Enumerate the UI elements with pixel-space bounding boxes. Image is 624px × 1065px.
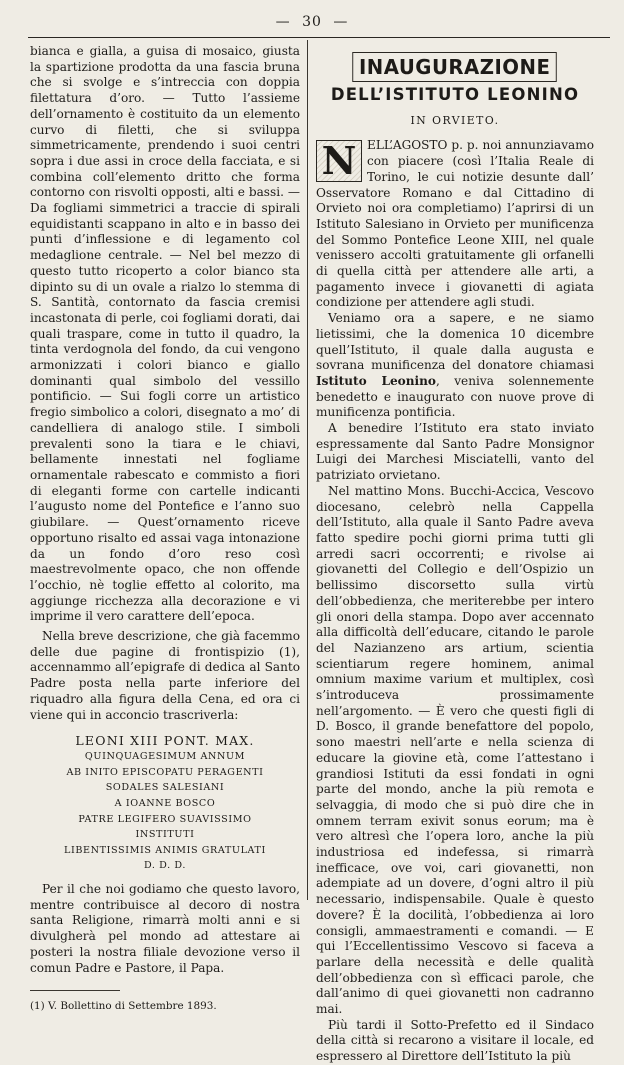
column-divider — [307, 40, 308, 900]
paragraph: A benedire l’Istituto era stato inviato espressamente dal Santo Padre Monsignor Luigi dei Marchesi Misciatelli, vanto del patriziato orvietano. — [316, 421, 594, 483]
epigraph-line: INSTITUTI — [135, 829, 195, 841]
epigraph-line: D. D. D. — [143, 860, 187, 872]
institute-name: Istituto Leonino — [316, 373, 436, 388]
footnote-rule — [30, 990, 120, 991]
paragraph-text: ELL’AGOSTO p. p. noi annunziavamo con piacere (così l’Italia Reale di Torino, le cui notizie desunte dall’ Osservatore Romano e dal Cittadino di Orvieto noi ora completiamo) l’aprirsi di un Istituto Salesiano in Orvieto per munificenza del Sommo Pontefice Leone XIII, nel quale venissero accolti gratuitamente gli orfanelli di quella città per attendere alle arti, a pagamento invece i giovanetti di agiata condizione per attendere agli studi. — [316, 138, 594, 310]
header-rule — [28, 37, 610, 38]
paragraph — [316, 138, 594, 311]
paragraph: Più tardi il Sotto-Prefetto ed il Sindaco della città si recarono a visitare il locale, ed espressero al Direttore dell’Istituto la più — [316, 1017, 594, 1064]
article-title: INAUGURAZIONE — [353, 52, 558, 82]
page-number: — 30 — — [275, 14, 349, 30]
paragraph: Nel mattino Mons. Bucchi-Accica, Vescovo diocesano, celebrò nella Cappella dell’Istituto, alla quale il Santo Padre aveva fatto spedire pochi giorni prima tutti gli arredi sacri occorrenti; e rivolse ai giovanetti del Collegio e dell’Ospizio un bellissimo discorsetto sulla virtù dell’obbedienza, che meriterebbe per intero gli onori della stampa. Dopo aver accennato alla difficoltà dell’educare, citando le parole del Nazianzeno ars artium, scientia scientiarum regere hominem, animal omnium maxime varium et multiplex, così s’introduceva prossimamente nell’argomento. — È vero che questi figli di D. Bosco, il grande benefattore del popolo, sono maestri nell’arte e nella scienza di educare la giovine età, come l’attestano i grandiosi Istituti da essi fondati in ogni parte del mondo, anche la più remota e selvaggia, di modo che si può dire che in omnem terram exivit sonus eorum; ma è vero altresì che l’opera loro, anche la più industriosa ed indefessa, si rimarrà inefficace, ove voi, cari giovanetti, non adempiate ad un dovere, d’ogni altro il più necessario, indispensabile. Quale è questo dovere? È la docilità, l’obbedienza ai loro consigli, ammaestramenti e comandi. — E qui l’Eccellentissimo Vescovo si faceva a parlare della necessità e delle qualità dell’obbedienza con sì efficaci parole, che dall’animo di quei giovanetti non cadranno mai. — [316, 483, 594, 1017]
paragraph: Nella breve descrizione, che già facemmo delle due pagine di frontispizio (1), accennammo all’epigrafe di dedica al Santo Padre posta nella parte inferiore del riquadro alla figura della Cena, ed ora ci viene qui in acconcio trascriverla: — [30, 629, 300, 722]
article-heading — [316, 44, 594, 128]
paragraph-text: , veniva solennemente benedetto e inaugurato con nuove prove di munificenza pontificia. — [316, 373, 594, 420]
article-subtitle: DELL’ISTITUTO LEONINO — [330, 85, 580, 104]
paragraph — [316, 311, 594, 421]
epigraph-line: LIBENTISSIMIS ANIMIS GRATULATI — [64, 844, 266, 856]
footnote: (1) V. Bollettino di Settembre 1893. — [30, 1000, 217, 1013]
left-column — [30, 44, 300, 1013]
epigraph-line: LEONI XIII PONT. MAX. — [75, 733, 255, 749]
epigraph-line: A IOANNE BOSCO — [114, 798, 216, 810]
paragraph: bianca e gialla, a guisa di mosaico, giusta la spartizione prodotta da una fascia bruna che si svolge e s’intreccia con doppia filettatura d’oro. — Tutto l’assieme dell’ornamento è costituito da un elemento curvo di filetti, che si sviluppa simmetricamente, prendendo i suoi centri sopra i due assi in croce della facciata, e si combina coll’elemento dritto che forma contorno con risvolti opposti, alti e bassi. — Da fogliami simmetrici a traccie di spirali equidistanti scappano in alto e in basso dei punti d’inflessione e di legamento col medaglione centrale. — Nel bel mezzo di questo tutto ricoperto a color bianco sta dipinto su di un ovale a rialzo lo stemma di S. Santità, contornato da fascia cremisi incastonata di perle, coi fogliami dorati, dai quali traspare, come in tutto il quadro, la tinta verdognola del fondo, da cui vengono armonizzati i colori bianco e giallo dominanti qual simbolo del vessillo pontificio. — Sui fogli corre un artistico fregio simbolico a colori, disegnato a mo’ di candelliera di analogo stile. I simboli prevalenti sono la tiara e le chiavi, bellamente innestati nel fogliame ornamentale rabescato e commisto a fiori di eleganti forme con cartelle indicanti l’augusto nome del Pontefice e l’anno suo giubilare. — Quest’ornamento riceve opportuno risalto ed assai vaga intonazione da un fondo d’oro reso così maestrevolmente opaco, che non offende l’occhio, nè toglie effetto al colorito, ma aggiunge ricchezza alla decorazione e vi imprime il vero carattere dell’epoca. — [30, 44, 300, 624]
epigraph-line: PATRE LEGIFERO SUAVISSIMO — [78, 813, 252, 825]
epigraph — [30, 732, 300, 874]
epigraph-line: AB INITO EPISCOPATU PERAGENTI — [66, 766, 264, 778]
epigraph-line: SODALES SALESIANI — [105, 782, 225, 794]
paragraph: Per il che noi godiamo che questo lavoro, mentre contribuisce al decoro di nostra santa Religione, rimarrà molti anni e si divulgherà pel mondo ad attestare ai posteri la nostra filiale devozione verso il comun Padre e Pastore, il Papa. — [30, 881, 300, 975]
epigraph-line: QUINQUAGESIMUM ANNUM — [84, 751, 246, 763]
paragraph-text: Veniamo ora a sapere, e ne siamo lietissimi, che la domenica 10 dicembre quell’Istituto, il quale dalla augusta e sovrana munificenza del donatore chiamasi — [316, 311, 594, 373]
right-column — [316, 44, 594, 1065]
article-place: IN ORVIETO. — [410, 113, 500, 127]
drop-cap: N — [316, 140, 362, 182]
